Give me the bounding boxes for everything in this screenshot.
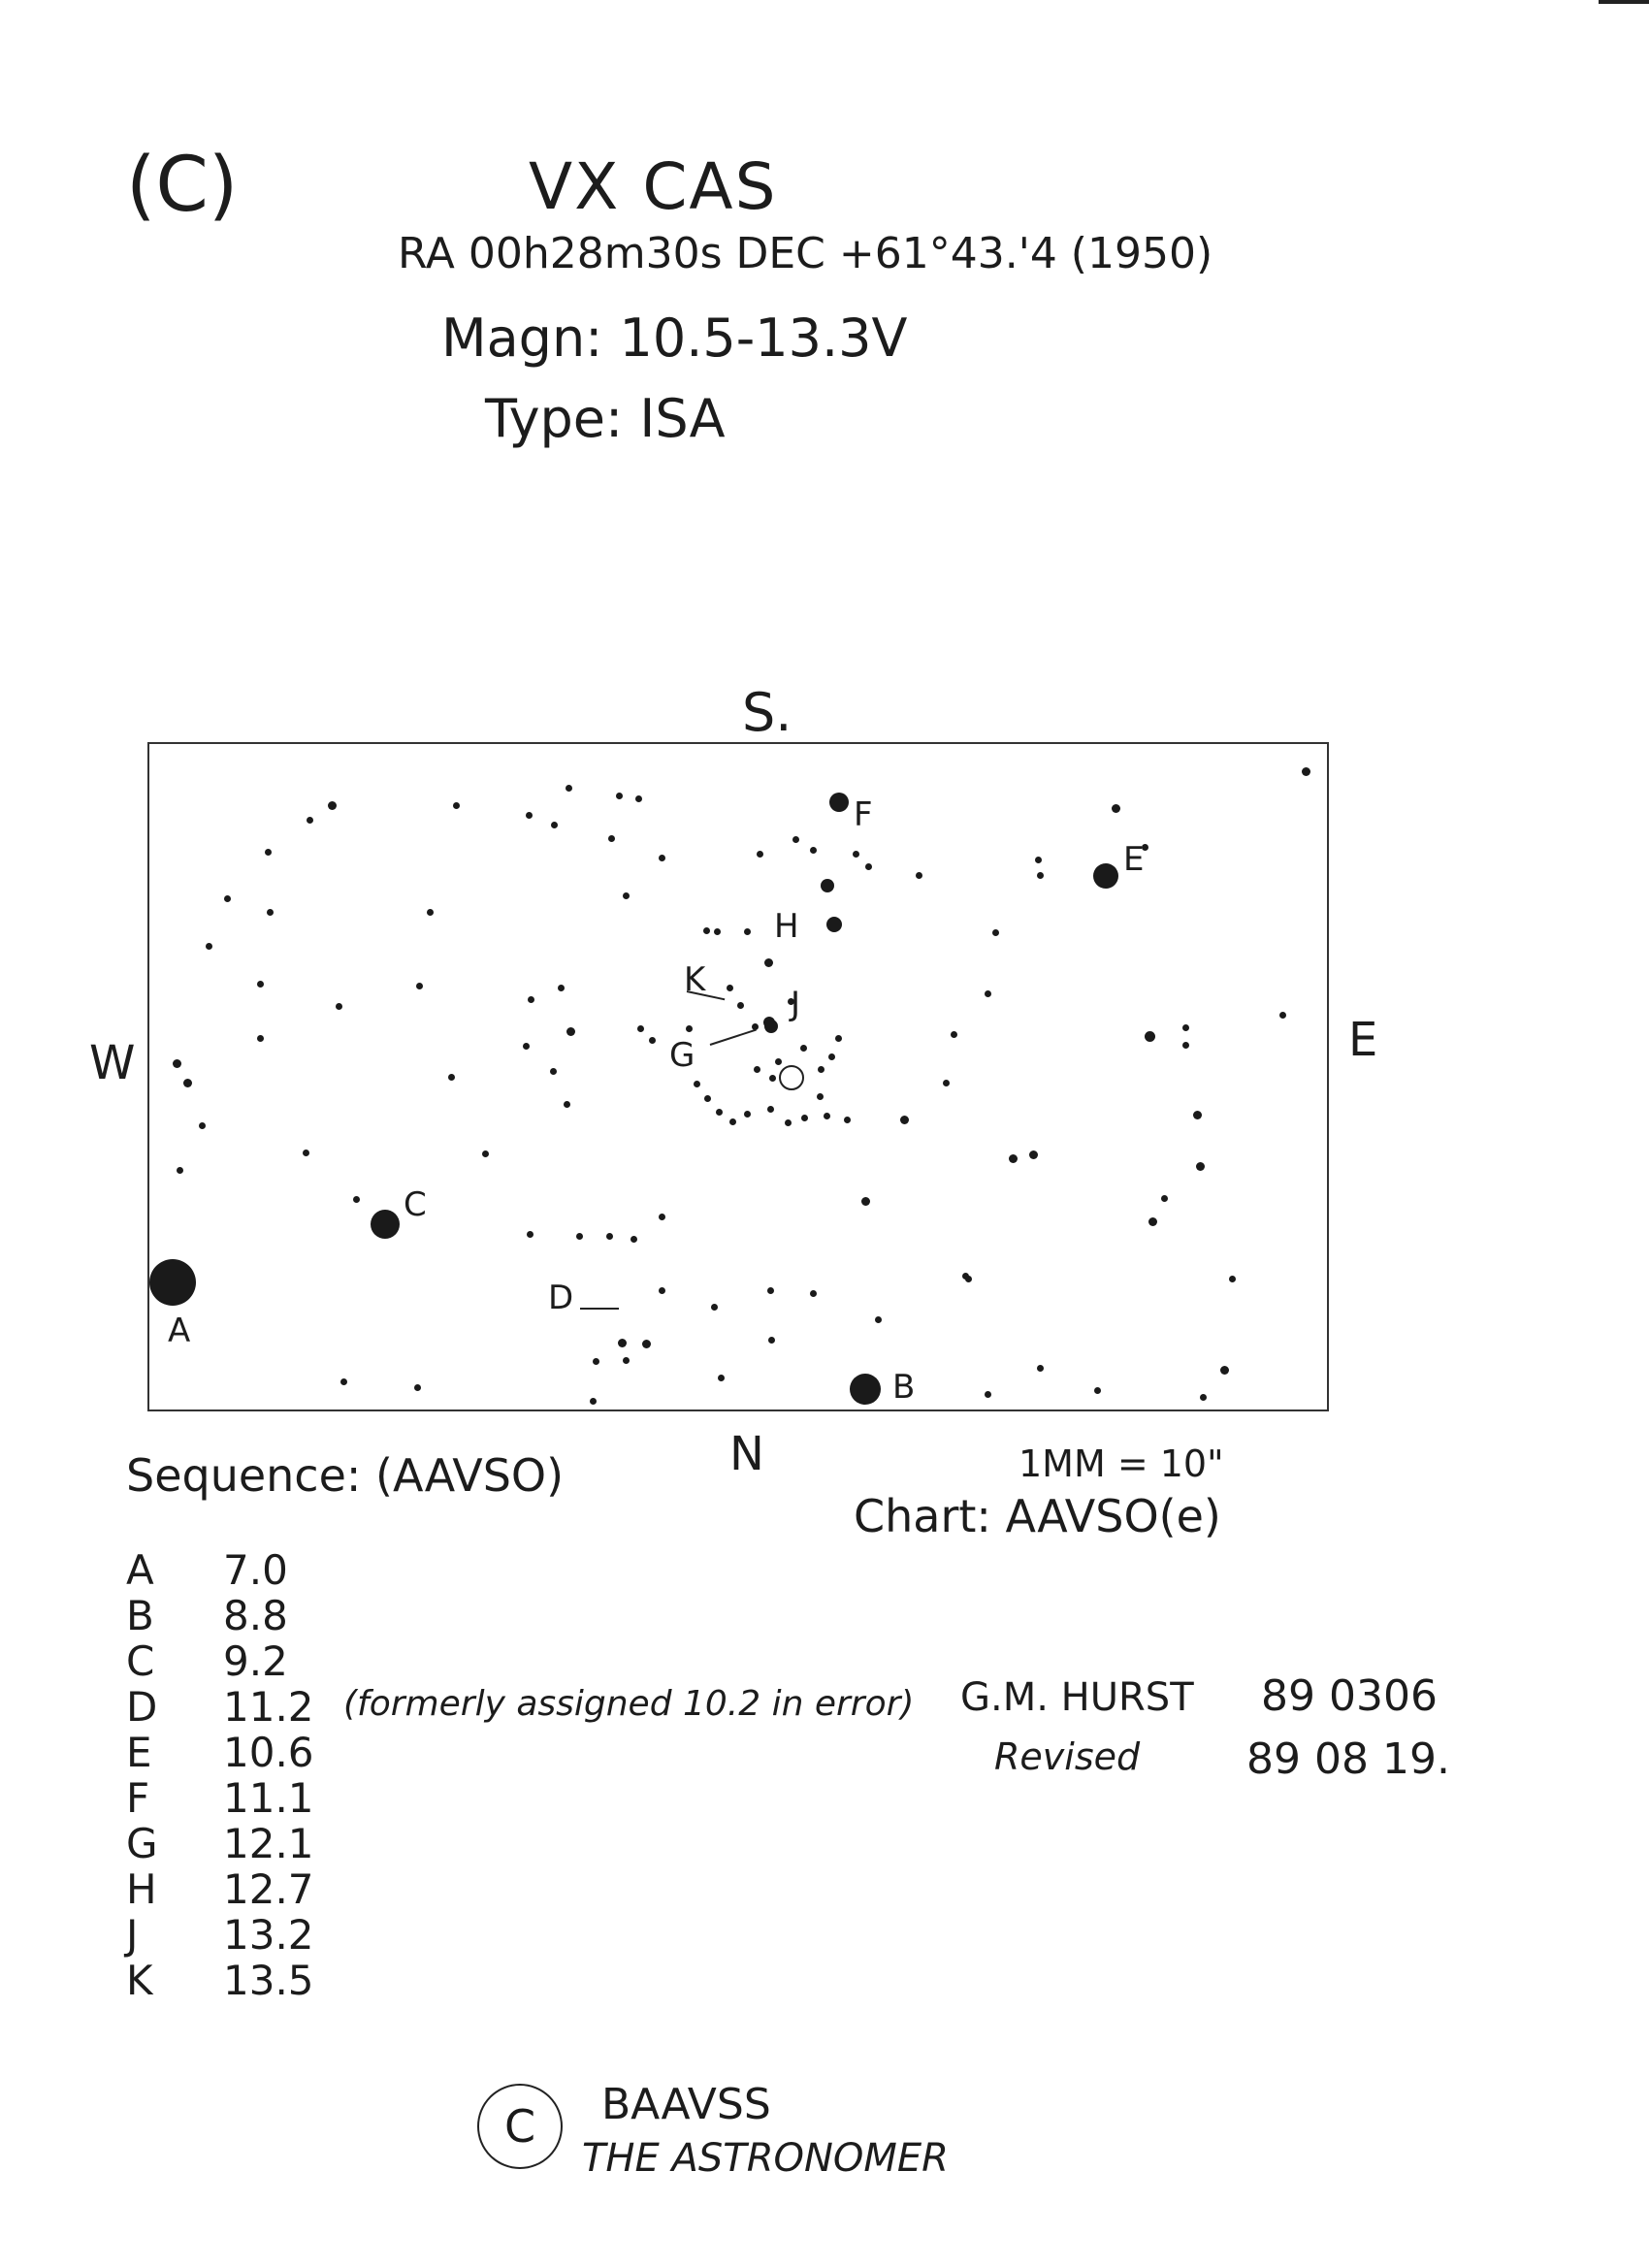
sequence-star: H <box>126 1865 157 1913</box>
star <box>623 892 630 899</box>
author-date: 89 0306 <box>1261 1671 1438 1721</box>
star <box>1229 1276 1236 1282</box>
star <box>1029 1150 1038 1159</box>
star <box>1279 1012 1286 1019</box>
star <box>875 1316 882 1323</box>
star <box>757 851 763 858</box>
star <box>257 981 264 988</box>
star <box>764 958 773 967</box>
revised-label: Revised <box>994 1735 1141 1778</box>
star <box>821 879 834 892</box>
star <box>1037 872 1044 879</box>
star <box>550 1068 557 1075</box>
west-label: W <box>89 1036 136 1090</box>
sequence-row <box>126 1637 340 1688</box>
star <box>177 1167 183 1174</box>
corner-mark <box>1599 0 1649 4</box>
star-label-k: K <box>684 960 706 999</box>
author-name: G.M. HURST <box>960 1675 1194 1720</box>
star <box>829 793 849 812</box>
star <box>943 1080 950 1086</box>
star <box>844 1117 851 1123</box>
star <box>630 1236 637 1243</box>
sequence-note: (formerly assigned 10.2 in error) <box>343 1684 915 1724</box>
sequence-magnitude: 11.1 <box>223 1774 314 1822</box>
star <box>566 785 572 792</box>
star-label-f: F <box>854 795 873 834</box>
star <box>767 1106 774 1113</box>
sequence-magnitude: 8.8 <box>223 1592 288 1639</box>
sequence-row <box>126 1911 340 1961</box>
sequence-row <box>126 1729 340 1779</box>
label-pointer <box>710 1029 757 1046</box>
sequence-magnitude: 12.1 <box>223 1820 314 1867</box>
star <box>1009 1154 1018 1163</box>
star <box>224 895 231 902</box>
star <box>729 1118 736 1125</box>
star <box>558 985 565 991</box>
star <box>769 1075 776 1082</box>
star <box>523 1043 530 1050</box>
star <box>659 1214 665 1220</box>
sequence-magnitude: 10.6 <box>223 1729 314 1776</box>
star <box>835 1035 842 1042</box>
star <box>257 1035 264 1042</box>
star <box>900 1116 909 1124</box>
star <box>718 1375 725 1381</box>
star <box>637 1025 644 1032</box>
scale-note: 1MM = 10" <box>1018 1442 1224 1485</box>
star <box>371 1210 400 1239</box>
star <box>810 847 817 854</box>
star <box>810 1290 817 1297</box>
star <box>448 1074 455 1081</box>
bottom-direction-label: N <box>729 1427 764 1481</box>
star <box>1093 863 1118 889</box>
star <box>754 1066 760 1073</box>
east-label: E <box>1348 1013 1378 1067</box>
star-label-b: B <box>892 1368 916 1407</box>
sequence-star: G <box>126 1820 158 1867</box>
sequence-star: B <box>126 1592 154 1639</box>
sequence-row <box>126 1774 340 1825</box>
star <box>526 812 533 819</box>
star <box>824 1113 830 1119</box>
sequence-magnitude: 12.7 <box>223 1865 314 1913</box>
sequence-star: D <box>126 1683 158 1731</box>
star <box>340 1378 347 1385</box>
star <box>528 996 534 1003</box>
star <box>1193 1111 1202 1119</box>
star <box>206 943 212 950</box>
star <box>566 1027 575 1036</box>
star <box>608 835 615 842</box>
star <box>265 849 272 856</box>
star <box>303 1150 309 1156</box>
top-direction-label: S. <box>742 682 792 743</box>
star <box>916 872 922 879</box>
star <box>649 1037 656 1044</box>
star <box>576 1233 583 1240</box>
star <box>694 1081 700 1087</box>
star <box>768 1337 775 1344</box>
copyright-symbol <box>477 2084 563 2169</box>
star <box>1112 804 1120 813</box>
variable-type: Type: ISA <box>485 388 726 449</box>
star-label-h: H <box>774 907 799 946</box>
star <box>826 917 842 932</box>
sequence-row <box>126 1820 340 1870</box>
star <box>1094 1387 1101 1394</box>
sequence-star: J <box>126 1911 139 1959</box>
star <box>183 1079 192 1087</box>
coordinates: RA 00h28m30s DEC +61°43.'4 (1950) <box>398 229 1213 278</box>
sequence-row <box>126 1546 340 1597</box>
star <box>965 1276 972 1282</box>
star <box>1196 1162 1205 1171</box>
star <box>1182 1042 1189 1049</box>
star <box>453 802 460 809</box>
star <box>744 1111 751 1118</box>
star <box>853 851 859 858</box>
star <box>1161 1195 1168 1202</box>
footer-org: BAAVSS <box>601 2080 771 2129</box>
star <box>1035 857 1042 863</box>
star <box>267 909 274 916</box>
star <box>711 1304 718 1311</box>
star <box>659 855 665 861</box>
star <box>414 1384 421 1391</box>
star <box>703 927 710 934</box>
sequence-star: E <box>126 1729 152 1776</box>
sequence-star: C <box>126 1637 155 1685</box>
sequence-star: K <box>126 1957 153 2004</box>
star <box>642 1340 651 1348</box>
star <box>861 1197 870 1206</box>
star <box>716 1109 723 1116</box>
star <box>1182 1024 1189 1031</box>
sequence-row <box>126 1683 915 1733</box>
star <box>817 1093 824 1100</box>
star <box>1148 1217 1157 1226</box>
star <box>635 795 642 802</box>
star <box>328 801 337 810</box>
revised-date: 89 08 19. <box>1246 1734 1450 1784</box>
star <box>714 928 721 935</box>
star-label-g: G <box>669 1036 695 1075</box>
footer-publication: THE ASTRONOMER <box>582 2136 949 2181</box>
star <box>992 929 999 936</box>
sequence-magnitude: 7.0 <box>223 1546 288 1594</box>
sequence-row <box>126 1957 340 2007</box>
star <box>199 1122 206 1129</box>
star <box>590 1398 597 1405</box>
magnitude-range: Magn: 10.5-13.3V <box>441 308 908 369</box>
chart-reference: Chart: AAVSO(e) <box>854 1490 1221 1542</box>
star <box>951 1031 957 1038</box>
star <box>564 1101 570 1108</box>
star <box>744 928 751 935</box>
star <box>1200 1394 1207 1401</box>
star-label-c: C <box>404 1185 427 1224</box>
star <box>482 1150 489 1157</box>
star <box>763 1017 775 1028</box>
copyright-letter: C <box>503 2100 536 2153</box>
star <box>173 1059 181 1068</box>
sequence-magnitude: 13.2 <box>223 1911 314 1959</box>
star-label-d: D <box>548 1279 574 1317</box>
star <box>551 822 558 828</box>
sequence-star: F <box>126 1774 150 1822</box>
star <box>818 1066 824 1073</box>
star <box>1302 767 1310 776</box>
star <box>353 1196 360 1203</box>
label-pointer <box>580 1308 619 1310</box>
star <box>779 1065 804 1090</box>
star <box>775 1058 782 1065</box>
star <box>801 1115 808 1121</box>
star-field <box>147 742 1329 1411</box>
star <box>865 863 872 870</box>
sequence-row <box>126 1592 340 1642</box>
chart-label: (C) <box>126 142 239 229</box>
star <box>527 1231 534 1238</box>
star <box>850 1374 881 1405</box>
star <box>416 983 423 989</box>
star <box>828 1053 835 1060</box>
sequence-magnitude: 13.5 <box>223 1957 314 2004</box>
sequence-magnitude: 9.2 <box>223 1637 288 1685</box>
star <box>785 1119 792 1126</box>
star <box>704 1095 711 1102</box>
star <box>336 1003 342 1010</box>
star <box>1145 1031 1155 1042</box>
star <box>149 1259 196 1306</box>
star <box>307 817 313 824</box>
sequence-magnitude: 11.2 <box>223 1683 314 1731</box>
star <box>618 1339 627 1347</box>
star-label-a: A <box>168 1312 191 1350</box>
star-label-j: J <box>791 985 801 1023</box>
star <box>985 990 991 997</box>
star <box>792 836 799 843</box>
star <box>659 1287 665 1294</box>
star <box>737 1002 744 1009</box>
chart-title: VX CAS <box>529 149 778 224</box>
star <box>1220 1366 1229 1375</box>
star <box>985 1391 991 1398</box>
star-label-e: E <box>1123 840 1145 879</box>
star <box>427 909 434 916</box>
sequence-star: A <box>126 1546 154 1594</box>
star <box>686 1025 693 1032</box>
star <box>606 1233 613 1240</box>
star <box>593 1358 599 1365</box>
star <box>623 1357 630 1364</box>
star <box>800 1045 807 1052</box>
sequence-row <box>126 1865 340 1916</box>
star <box>767 1287 774 1294</box>
star <box>616 793 623 799</box>
star <box>727 985 733 991</box>
sequence-heading: Sequence: (AAVSO) <box>126 1449 565 1502</box>
star <box>1037 1365 1044 1372</box>
